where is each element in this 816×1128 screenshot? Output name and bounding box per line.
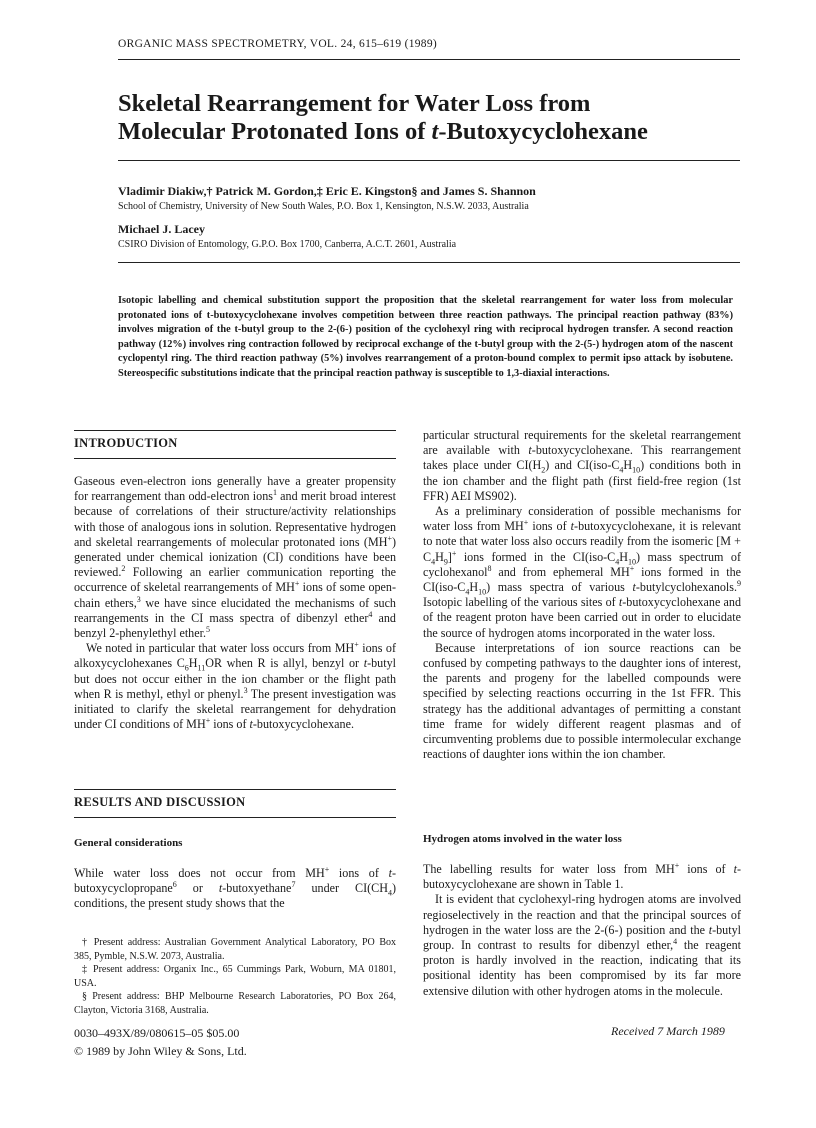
article-code: 0030–493X/89/080615–05 $05.00 bbox=[74, 1026, 240, 1040]
copyright: © 1989 by John Wiley & Sons, Ltd. bbox=[74, 1044, 247, 1058]
hydrogen-atoms-heading: Hydrogen atoms involved in the water loss bbox=[423, 833, 622, 845]
abstract: Isotopic labelling and chemical substitution support the proposition that the skeletal rearrangement for water loss from molecular protonated ions of t-butoxycyclohexane involves competition between three reaction pathways. The principal reaction pathway (83%) involves migration of the t-butyl group to the 2-(6-) position of the cyclohexyl ring with reciprocal hydrogen transfer. A second reaction pathway (12%) involves ring contraction followed by reciprocal exchange of the t-butyl group with the 2-(5-) hydrogen atom of the nascent cyclopentyl ring. The third reaction pathway (5%) involves rearrangement of a proton-bound complex to permit ipso attack by isobutene. Stereospecific substitutions indicate that the principal reaction pathway is susceptible to 1,3-diaxial interactions. bbox=[118, 295, 733, 379]
title-rule bbox=[118, 160, 740, 161]
received-date: Received 7 March 1989 bbox=[611, 1024, 725, 1038]
right-column-body bbox=[423, 428, 741, 762]
article-title bbox=[118, 90, 758, 146]
title-line2-prefix: Molecular Protonated Ions of bbox=[118, 118, 432, 145]
top-rule bbox=[118, 59, 740, 60]
footnote-1: † Present address: Australian Government Analytical Laboratory, PO Box 385, Pymble, N.S.W. 2073, Australia. bbox=[74, 937, 396, 962]
hydrogen-paragraph-2: It is evident that cyclohexyl-ring hydrogen atoms are involved regioselectively in the reaction and that the principal sources of hydrogen in the water loss are the 2-(6-) position and the t-butyl group. In contrast to results for dibenzyl ether,$^4$ the reagent proton is hardly involved in the reaction, indicating that its positional identity has been compromised by its far more extensive dilution with other hydrogen atoms in the molecule. bbox=[423, 892, 741, 998]
footnote-3: § Present address: BHP Melbourne Research Laboratories, PO Box 264, Clayton, Victoria 3168, Australia. bbox=[74, 991, 396, 1016]
author-rule bbox=[118, 262, 740, 263]
affiliation-csiro: CSIRO Division of Entomology, G.P.O. Box 1700, Canberra, A.C.T. 2601, Australia bbox=[118, 239, 457, 250]
hydrogen-atoms-body bbox=[423, 862, 741, 999]
affiliation-unsw: School of Chemistry, University of New South Wales, P.O. Box 1, Kensington, N.S.W. 2033, Australia bbox=[118, 201, 529, 212]
right-paragraph-2: As a preliminary consideration of possible mechanisms for water loss from MH+ ions of t-butoxycyclohexane, it is relevant to note that water loss also occurs readily from the isomeric $[M + C_4H_9]^+$ ions formed in the $CI(iso-C_4H_{10})$ mass spectrum of cyclohexanol$^8$ and from ephemeral MH+ ions formed in the $CI(iso-C_4H_{10})$ mass spectra of various t-butylcyclohexanols.$^9$ Isotopic labelling of the various sites of t-butoxycyclohexane and of the reagent proton have been carried out in order to elucidate the source of hydrogen atoms incorporated in the water loss. bbox=[423, 504, 742, 640]
introduction-heading-box bbox=[74, 430, 396, 459]
general-paragraph: While water loss does not occur from MH+ ions of t-butoxycyclopropane$^6$ or t-butoxyethane$^7$ under $CI(CH_4)$ conditions, the present study shows that the bbox=[74, 864, 396, 911]
intro-paragraph-2: We noted in particular that water loss occurs from MH+ ions of alkoxycyclohexanes $C_6H_{11}OR$ when R is allyl, benzyl or t-butyl but does not occur either in the ion chamber or the flight path when R is methyl, ethyl or phenyl.$^3$ The present investigation was initiated to clarify the skeletal rearrangement for dehydration under CI conditions of MH+ ions of t-butoxycyclohexane. bbox=[74, 640, 396, 732]
title-line2-suffix: -Butoxycyclohexane bbox=[438, 118, 648, 145]
title-line1: Skeletal Rearrangement for Water Loss from bbox=[118, 90, 591, 117]
intro-paragraph-1: Gaseous even-electron ions generally have a greater propensity for rearrangement than odd-electron ions$^1$ and merit broad interest because of correlations of their structure/activity relationships with those of analogous ions in solution. Representative hydrogen and skeletal rearrangements of molecular protonated ions (MH+) generated under chemical ionization (CI) conditions have been reviewed.$^2$ Following an earlier communication reporting the occurrence of skeletal rearrangements of MH+ ions of some open-chain ethers,$^3$ we have since elucidated the mechanisms of such rearrangements in the CI mass spectra of dibenzyl ether$^4$ and benzyl 2-phenylethyl ether.$^5$ bbox=[74, 474, 396, 641]
footnotes bbox=[74, 936, 396, 1017]
general-considerations-heading: General considerations bbox=[74, 837, 183, 849]
right-paragraph-3: Because interpretations of ion source reactions can be confused by competing pathways to the daughter ions of interest, the parents and progeny for the labelled compounds were specified by selecting reactions occurring in the 1st FFR. This strategy has the additional advantages of permitting a constant time frame for widely different reagent plasmas and of circumventing problems due to possible intermolecular exchange reactions of daughter ions within the ion chamber. bbox=[423, 640, 741, 762]
right-paragraph-1: particular structural requirements for the skeletal rearrangement are available with t-butoxycyclohexane. This rearrangement takes place under $CI(H_2)$ and $CI(iso-C_4H_{10})$ conditions both in the ion chamber and the flight path (first field-free region (1st FFR) AEI MS902). bbox=[423, 428, 741, 503]
introduction-heading: INTRODUCTION bbox=[74, 436, 178, 450]
results-heading-box bbox=[74, 789, 396, 818]
copyright-block bbox=[74, 1024, 247, 1060]
introduction-body bbox=[74, 474, 396, 732]
general-considerations-body bbox=[74, 866, 396, 912]
results-heading: RESULTS AND DISCUSSION bbox=[74, 795, 246, 809]
author-list: Vladimir Diakiw,† Patrick M. Gordon,‡ Eric E. Kingston§ and James S. Shannon bbox=[118, 184, 536, 198]
journal-header: ORGANIC MASS SPECTROMETRY, VOL. 24, 615–619 (1989) bbox=[118, 38, 438, 50]
footnote-2: ‡ Present address: Organix Inc., 65 Cummings Park, Woburn, MA 01801, USA. bbox=[74, 964, 396, 989]
title-line2-italic: t bbox=[431, 118, 439, 145]
hydrogen-paragraph-1: The labelling results for water loss from MH+ ions of t-butoxycyclohexane are shown in Table 1. bbox=[423, 860, 741, 892]
author-lacey: Michael J. Lacey bbox=[118, 222, 205, 236]
